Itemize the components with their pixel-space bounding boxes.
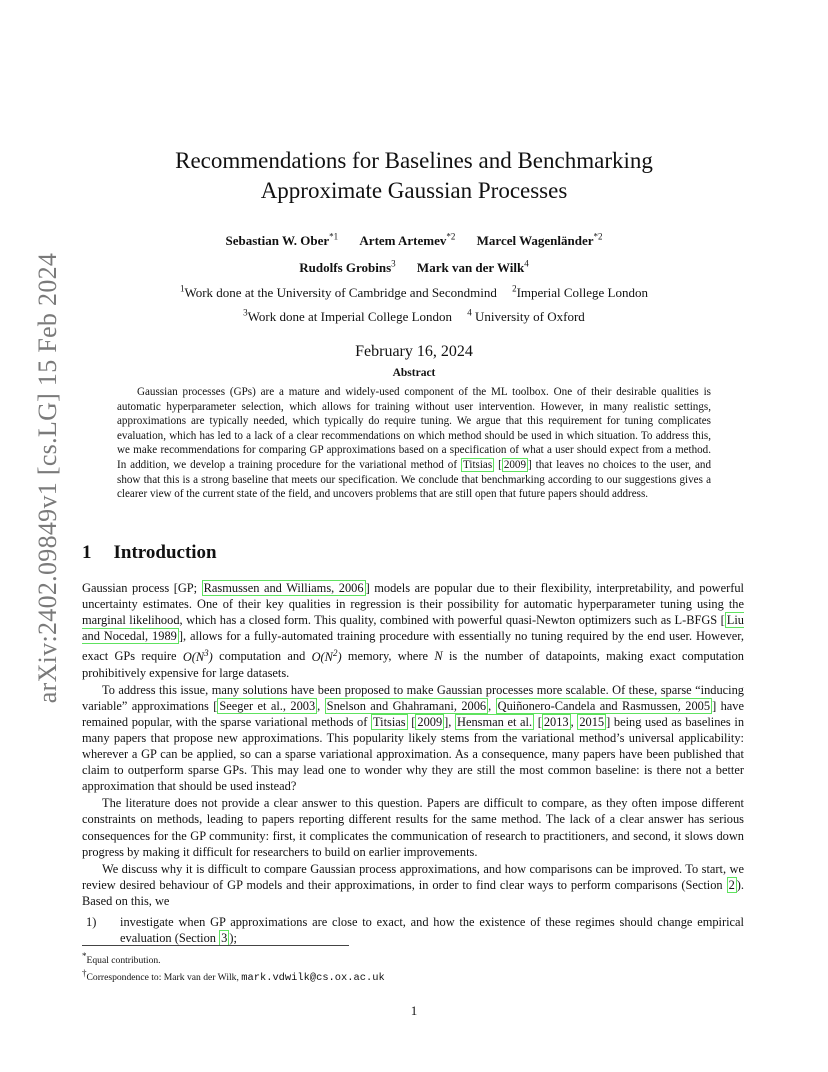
- page-number: 1: [410, 1003, 418, 1018]
- contribution-list-item: [82, 914, 744, 946]
- citation-link[interactable]: Quiñonero-Candela and Rasmussen, 2005: [497, 698, 711, 713]
- affiliations-line-1: [114, 279, 714, 303]
- math-expression: N: [434, 649, 443, 664]
- citation-link[interactable]: 2009: [417, 714, 443, 729]
- citation-link[interactable]: Seeger et al., 2003: [219, 698, 316, 713]
- section-reference-link[interactable]: 2: [728, 877, 735, 892]
- citation-link[interactable]: Titsias: [373, 714, 406, 729]
- correspondence-email-link[interactable]: mark.vdwilk@cs.ox.ac.uk: [241, 972, 385, 985]
- title-line-1: Recommendations for Baselines and Benchmarking: [175, 148, 653, 173]
- paragraph-3: The literature does not provide a clear answer to this question. Papers are difficult to compare, as they often impose different constraints on methods, leading to papers reporting different results for the same method. The lack of a clear answer has serious consequences for the GP community: first, it complicates the communication of research to practitioners, and second, it slows down progress by making it difficult for researchers to build on earlier improvements.: [82, 796, 744, 859]
- affiliation-2: $^2$Imperial College London: [512, 283, 648, 300]
- list-marker: 1): [86, 915, 97, 929]
- abstract-text: Gaussian processes (GPs) are a mature and widely-used component of the ML toolbox. One of their desirable qualities is automatic hyperparameter selection, which allows for training without user intervention. However, in many realistic settings, approximations are typically needed, which typically do require tuning. We argue that this requirement for tuning complicates evaluation, which has led to a lack of a clear recommendations on which method should be used in which situation. To address this, we make recommendations for comparing GP approximations based on a specification of what a user should expect from a method. In addition, we develop a training procedure for the variational method of Titsias [ 2009 ] that leaves no choices to the user, and show that this is a strong baseline that meets our specification. We conclude that benchmarking according to our suggestions gives a clearer view of the current state of the field, and uncovers problems that are still open that future papers should address.: [117, 386, 711, 501]
- citation-link[interactable]: 2015: [579, 714, 605, 729]
- affiliations-line-2: [114, 303, 714, 327]
- author-artemev: Artem Artemev$^{*2}$: [359, 232, 456, 249]
- author-wagenlander: Marcel Wagenländer$^{*2}$: [476, 232, 603, 249]
- body-text: [82, 580, 744, 946]
- footnotes: [82, 950, 385, 985]
- section-title: Introduction: [113, 542, 217, 563]
- citation-link[interactable]: Hensman et al.: [457, 714, 533, 729]
- authors-line-2: [114, 252, 714, 278]
- author-grobins: Rudolfs Grobins$^3$: [299, 258, 396, 275]
- footnote-correspondence: †Correspondence to: Mark van der Wilk, mark.vdwilk@cs.ox.ac.uk: [82, 968, 385, 985]
- title-line-2: Approximate Gaussian Processes: [260, 178, 568, 203]
- citation-link[interactable]: Titsias: [462, 458, 493, 471]
- abstract: [117, 367, 711, 502]
- section-number: 1: [82, 542, 92, 563]
- math-expression: $O(N^2)$: [311, 647, 342, 664]
- footnote-equal-contribution: *Equal contribution.: [82, 951, 161, 967]
- affiliation-1: $^1$Work done at the University of Cambridge and Secondmind: [179, 283, 497, 300]
- list-item-text: investigate when GP approximations are close to exact, and how the existence of these regimes should change empirical evaluation (Section 3 );: [120, 915, 744, 946]
- section-heading: [82, 542, 217, 564]
- citation-link[interactable]: 2009: [503, 458, 527, 471]
- math-expression: $O(N^3)$: [182, 647, 213, 664]
- title-block: [114, 146, 714, 361]
- affiliation-4: $^4$ University of Oxford: [467, 307, 585, 325]
- citation-link[interactable]: Snelson and Ghahramani, 2006: [326, 698, 487, 713]
- footnote-divider: [82, 945, 349, 946]
- paper-title: [114, 146, 714, 206]
- abstract-heading: Abstract: [392, 367, 436, 379]
- citation-link[interactable]: Rasmussen and Williams, 2006: [203, 581, 364, 595]
- author-van-der-wilk: Mark van der Wilk$^4$: [416, 258, 529, 275]
- paragraph-1: Gaussian process [GP; Rasmussen and Williams, 2006 ] models are popular due to their flexibility, interpretability, and powerful uncertainty estimates. One of their key qualities in regression is their possibility for automatic hyperparameter tuning using the marginal likelihood, which has a closed form. This quality, combined with powerful quasi-Newton optimizers such as L-BFGS [ Liu and Nocedal, 1989 ], allows for a fully-automated training procedure with essentially no tuning required by the end user. However, exact GPs require $O(N^3)$ computation and $O(N^2)$ memory, where N is the number of datapoints, making exact computation prohibitively expensive for large datasets.: [82, 581, 744, 680]
- publication-date: February 16, 2024: [355, 343, 473, 361]
- paragraph-2: To address this issue, many solutions have been proposed to make Gaussian processes more scalable. Of these, sparse “inducing variable” approximations [ Seeger et al., 2003 , Snelson and Ghahramani, 2006 , Quiñonero-Candela and Rasmussen, 2005 ] have remained popular, with the sparse variational methods of Titsias [ 2009 ], Hensman et al. [ 2013 , 2015 ] being used as baselines in many papers that propose new approximations. This popularity likely stems from the variational method’s universal applicability: wherever a GP can be applied, so can a sparse variational approximation. As a consequence, many papers have been published that claim to outperform sparse GPs. This may lead one to wonder why they are still the most common baseline: is there not a better approximation that should be used instead?: [82, 682, 745, 794]
- section-reference-link[interactable]: 3: [221, 931, 228, 946]
- authors-line-1: [114, 226, 714, 252]
- arxiv-identifier-stamp[interactable]: arXiv:2402.09849v1 [cs.LG] 15 Feb 2024: [33, 252, 62, 704]
- affiliation-3: $^3$Work done at Imperial College London: [243, 307, 453, 325]
- citation-link[interactable]: Liu and Nocedal, 1989: [82, 613, 744, 644]
- author-ober: Sebastian W. Ober$^{*1}$: [225, 232, 339, 249]
- paragraph-4: We discuss why it is difficult to compare Gaussian process approximations, and how comparisons can be improved. To start, we review desired behaviour of GP models and their approximations, in order to find clear ways to perform comparisons (Section 2 ). Based on this, we: [82, 861, 744, 908]
- citation-link[interactable]: 2013: [543, 714, 569, 729]
